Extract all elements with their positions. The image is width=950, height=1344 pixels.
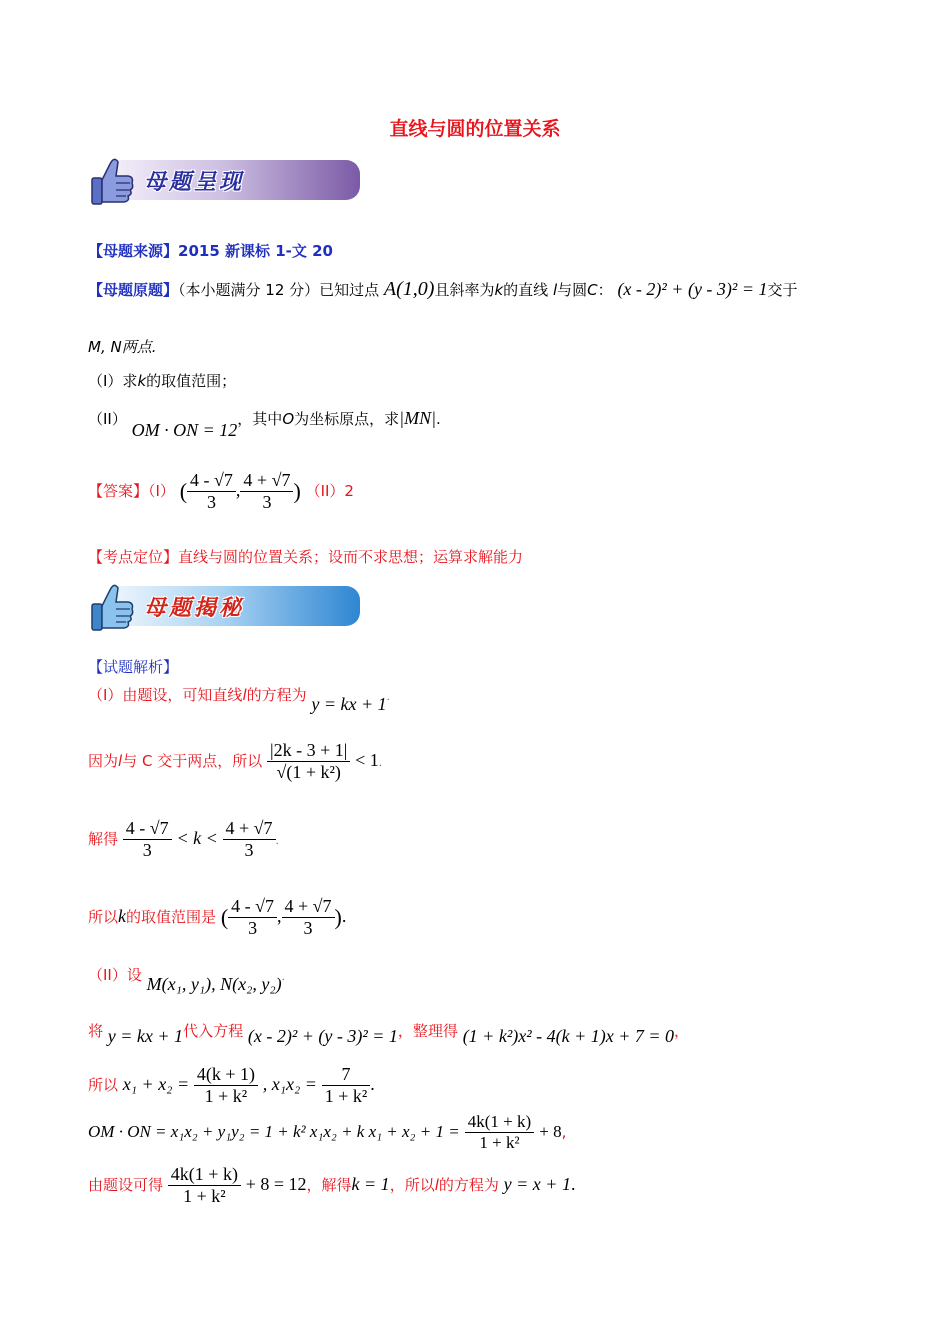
s3-right-frac xyxy=(223,818,276,861)
s4-left-den: 3 xyxy=(248,918,258,938)
answer-line xyxy=(88,470,354,513)
problem-circle-eq: (x - 2)² + (y - 3)² = 1 xyxy=(617,279,768,299)
s6-comma: ， xyxy=(674,1022,690,1040)
solution-step-8 xyxy=(88,1112,566,1153)
source-line xyxy=(88,240,333,261)
part2-text: ，其中 xyxy=(237,410,283,428)
thumbs-up-icon xyxy=(88,578,136,634)
concept-tag: 【考点定位】 xyxy=(88,548,179,566)
s5-eq: M(x₁, y₁), N(x₂, y₂) xyxy=(146,974,282,994)
s1-eq: y = kx + 1 xyxy=(311,694,387,714)
s4-text: 所以 xyxy=(88,908,119,926)
s4-right-frac xyxy=(282,896,335,939)
s7-prod: , x₁x₂ = xyxy=(262,1074,317,1094)
s7-prod-den: 1 + k² xyxy=(324,1086,368,1106)
answer-left-num: 4 - √7 xyxy=(187,470,236,492)
s8-den: 1 + k² xyxy=(479,1133,520,1152)
part2-label: （II） xyxy=(88,410,127,428)
s9-l: l xyxy=(434,1176,439,1194)
s4-close-paren: ) xyxy=(334,904,342,930)
s9-den: 1 + k² xyxy=(183,1186,226,1206)
s1-text2: 的方程为 xyxy=(246,686,307,704)
part2-O: O xyxy=(282,410,295,428)
s4-right-den: 3 xyxy=(303,918,313,938)
s2-den: √(1 + k²) xyxy=(276,762,341,782)
solution-step-2 xyxy=(88,740,382,783)
s3-period: . xyxy=(275,836,279,847)
s4-left-frac xyxy=(228,896,277,939)
banner-mother-problem xyxy=(88,152,364,210)
answer-right-num: 4 + √7 xyxy=(240,470,293,492)
s3-left-den: 3 xyxy=(142,840,152,860)
source-text: 2015 新课标 1-文 20 xyxy=(178,242,333,260)
s1-text: （I）由题设，可知直线 xyxy=(88,686,243,704)
s2-frac xyxy=(267,740,350,783)
problem-k: k xyxy=(494,281,504,299)
s8-tail: + 8 xyxy=(539,1122,562,1141)
solution-step-4 xyxy=(88,896,346,939)
s7-prod-num: 7 xyxy=(322,1064,371,1086)
problem-tag: 【母题原题】 xyxy=(88,281,179,299)
s9-text: 由题设可得 xyxy=(88,1176,164,1194)
s3-lt: < k < xyxy=(176,828,218,848)
part1-label: （I）求 xyxy=(88,372,138,390)
part1-k: k xyxy=(137,372,147,390)
problem-part-1 xyxy=(88,370,236,391)
solution-step-7 xyxy=(88,1064,375,1107)
answer-close-paren: ) xyxy=(293,478,301,504)
s8-frac xyxy=(465,1112,534,1153)
s3-left-num: 4 - √7 xyxy=(123,818,172,840)
s5-period: . xyxy=(281,972,285,983)
s6-text2: 代入方程 xyxy=(183,1022,244,1040)
problem-mid2: 的直线 xyxy=(503,281,549,299)
s3-right-num: 4 + √7 xyxy=(223,818,276,840)
thumbs-up-icon xyxy=(88,152,136,208)
part2-expr: OM · ON = 12 xyxy=(131,420,238,440)
answer-part2: （II）2 xyxy=(305,482,354,500)
problem-line-1 xyxy=(88,278,797,301)
problem-mid: 且斜率为 xyxy=(434,281,495,299)
s4-left-num: 4 - √7 xyxy=(228,896,277,918)
s8-lhs: OM · ON = x₁x₂ + y₁y₂ = 1 + k² x₁x₂ + k x₁ + x₂ + 1 = xyxy=(88,1122,460,1141)
problem-tail: 交于 xyxy=(767,281,798,299)
solution-step-6 xyxy=(88,1020,690,1046)
part1-text: 的取值范围； xyxy=(146,372,237,390)
problem-line-2: M, N两点. xyxy=(88,338,157,356)
s2-period: . xyxy=(378,758,382,769)
problem-point: A(1,0) xyxy=(383,278,435,300)
answer-left-den: 3 xyxy=(206,492,216,512)
s4-text2: 的取值范围是 xyxy=(126,908,217,926)
s4-k: k xyxy=(118,906,127,926)
s7-sum-frac xyxy=(194,1064,258,1107)
answer-left-frac xyxy=(187,470,236,513)
s3-right-den: 3 xyxy=(244,840,254,860)
answer-open-paren: ( xyxy=(179,478,188,504)
answer-right-den: 3 xyxy=(262,492,272,512)
s4-open-paren: ( xyxy=(220,904,229,930)
answer-comma: , xyxy=(235,480,241,500)
problem-C: C xyxy=(587,281,598,299)
problem-l: l xyxy=(552,281,558,299)
s1-period: . xyxy=(386,692,390,703)
banner-label: 母题揭秘 xyxy=(144,596,245,621)
s4-right-num: 4 + √7 xyxy=(282,896,335,918)
s6-eq: y = kx + 1 xyxy=(107,1026,184,1046)
problem-intro: （本小题满分 12 分）已知过点 xyxy=(178,281,380,299)
s9-num: 4k(1 + k) xyxy=(168,1164,241,1186)
s7-sum: x₁ + x₂ = xyxy=(122,1074,190,1094)
s6-text3: ，整理得 xyxy=(397,1022,458,1040)
problem-mid3: 与圆 xyxy=(557,281,588,299)
s2-l: l xyxy=(118,752,123,770)
s9-text4: 的方程为 xyxy=(438,1176,499,1194)
concept-line xyxy=(88,546,523,567)
problem-part-2 xyxy=(88,408,441,440)
banner-label: 母题呈现 xyxy=(144,170,245,195)
s3-left-frac xyxy=(123,818,172,861)
s2-text: 因为 xyxy=(88,752,119,770)
source-tag: 【母题来源】 xyxy=(88,242,179,260)
answer-tag: 【答案】（I） xyxy=(88,482,175,500)
s2-rhs: < 1 xyxy=(355,750,379,770)
answer-right-frac xyxy=(240,470,293,513)
s4-period: . xyxy=(341,906,347,926)
s9-text2: ，解得 xyxy=(306,1176,352,1194)
solution-tag: 【试题解析】 xyxy=(88,658,179,676)
solution-step-5 xyxy=(88,964,285,994)
s8-comma: , xyxy=(561,1123,567,1141)
s2-num: |2k - 3 + 1| xyxy=(267,740,350,762)
s9-line: y = x + 1 xyxy=(503,1174,571,1194)
page-title: 直线与圆的位置关系 xyxy=(389,118,561,140)
s4-comma: , xyxy=(277,906,282,926)
problem-colon: ： xyxy=(597,281,613,299)
s9-period: . xyxy=(570,1174,576,1194)
s9-text3: ，所以 xyxy=(389,1176,435,1194)
s8-num: 4k(1 + k) xyxy=(465,1112,534,1133)
s7-prod-frac xyxy=(322,1064,371,1107)
solution-step-9 xyxy=(88,1164,575,1207)
part2-mn: |MN| xyxy=(399,408,437,428)
s9-eq: + 8 = 12 xyxy=(245,1174,307,1194)
s1-l: l xyxy=(242,686,247,704)
solution-step-1 xyxy=(88,684,390,714)
s9-k: k = 1 xyxy=(351,1174,390,1194)
s7-text: 所以 xyxy=(88,1076,119,1094)
s5-text: （II）设 xyxy=(88,966,142,984)
s9-frac xyxy=(168,1164,241,1207)
s6-circle: (x - 2)² + (y - 3)² = 1 xyxy=(247,1026,398,1046)
s6-result: (1 + k²)x² - 4(k + 1)x + 7 = 0 xyxy=(462,1026,674,1046)
s3-text: 解得 xyxy=(88,830,119,848)
s6-text: 将 xyxy=(88,1022,104,1040)
s7-sum-den: 1 + k² xyxy=(204,1086,248,1106)
solution-step-3 xyxy=(88,818,279,861)
s7-period: . xyxy=(370,1074,375,1094)
part2-end: . xyxy=(436,410,441,428)
part2-text2: 为坐标原点，求 xyxy=(294,410,400,428)
s7-sum-num: 4(k + 1) xyxy=(194,1064,258,1086)
concept-text: 直线与圆的位置关系；设而不求思想；运算求解能力 xyxy=(178,548,524,566)
banner-mother-reveal xyxy=(88,578,364,636)
s2-text2: 与 C 交于两点，所以 xyxy=(122,752,263,770)
